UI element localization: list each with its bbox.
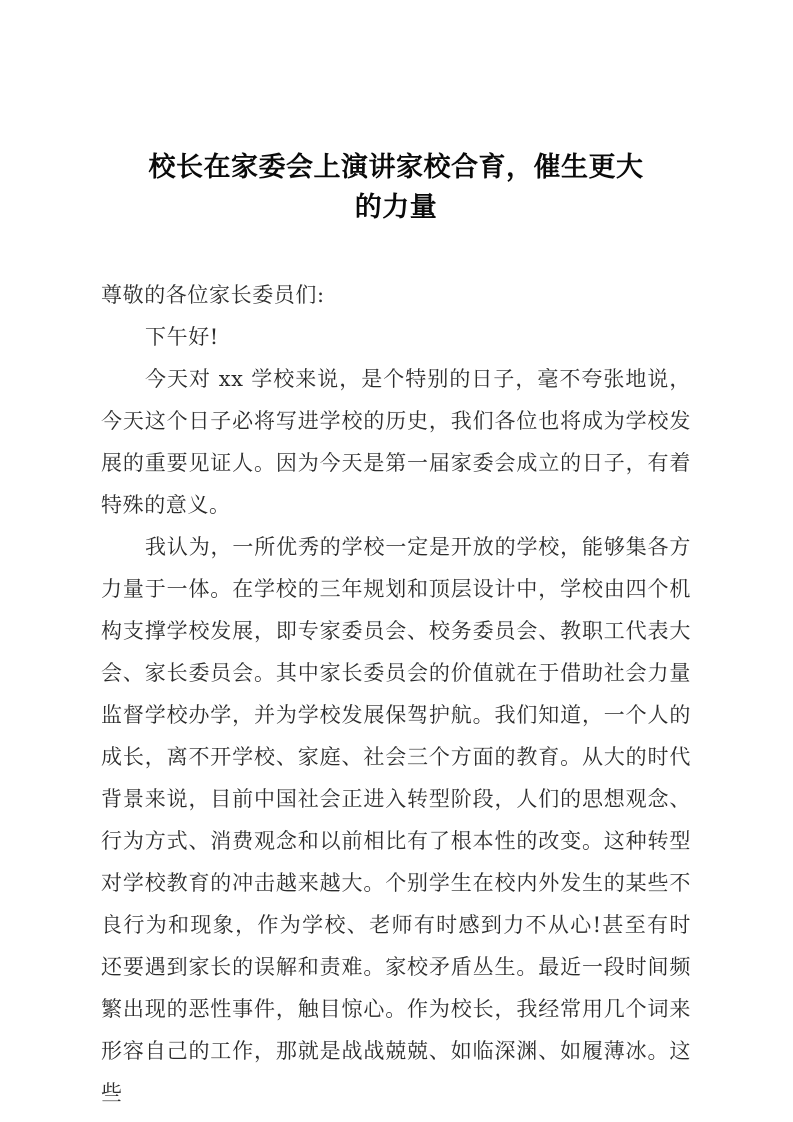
page-title-line-2: 的力量	[354, 192, 438, 223]
paragraph-greeting: 下午好!	[145, 325, 219, 349]
page-title-line-1: 校长在家委会上演讲家校合育，催生更大	[148, 152, 644, 183]
document-content-area	[101, 148, 691, 1114]
paragraph-opening: 今天对 xx 学校来说，是个特别的日子，毫不夸张地说，今天这个日子必将写进学校的历史，我们各位也将成为学校发展的重要见证人。因为今天是第一届家委会成立的日子，有着特殊的意义。	[101, 367, 691, 517]
paragraph-main-body: 我认为，一所优秀的学校一定是开放的学校，能够集各方力量于一体。在学校的三年规划和顶层设计中，学校由四个机构支撑学校发展，即专家委员会、校务委员会、教职工代表大会、家长委员会。其中家长委员会的价值就在于借助社会力量监督学校办学，并为学校发展保驾护航。我们知道，一个人的成长，离不开学校、家庭、社会三个方面的教育。从大的时代背景来说，目前中国社会正进入转型阶段，人们的思想观念、行为方式、消费观念和以前相比有了根本性的改变。这种转型对学校教育的冲击越来越大。个别学生在校内外发生的某些不良行为和现象，作为学校、老师有时感到力不从心!甚至有时还要遇到家长的误解和责难。家校矛盾丛生。最近一段时间频繁出现的恶性事件，触目惊心。作为校长，我经常用几个词来形容自己的工作，那就是战战兢兢、如临深渊、如履薄冰。这些	[101, 535, 691, 1105]
page-title	[101, 148, 691, 228]
paragraph-salutation: 尊敬的各位家长委员们:	[101, 283, 325, 307]
